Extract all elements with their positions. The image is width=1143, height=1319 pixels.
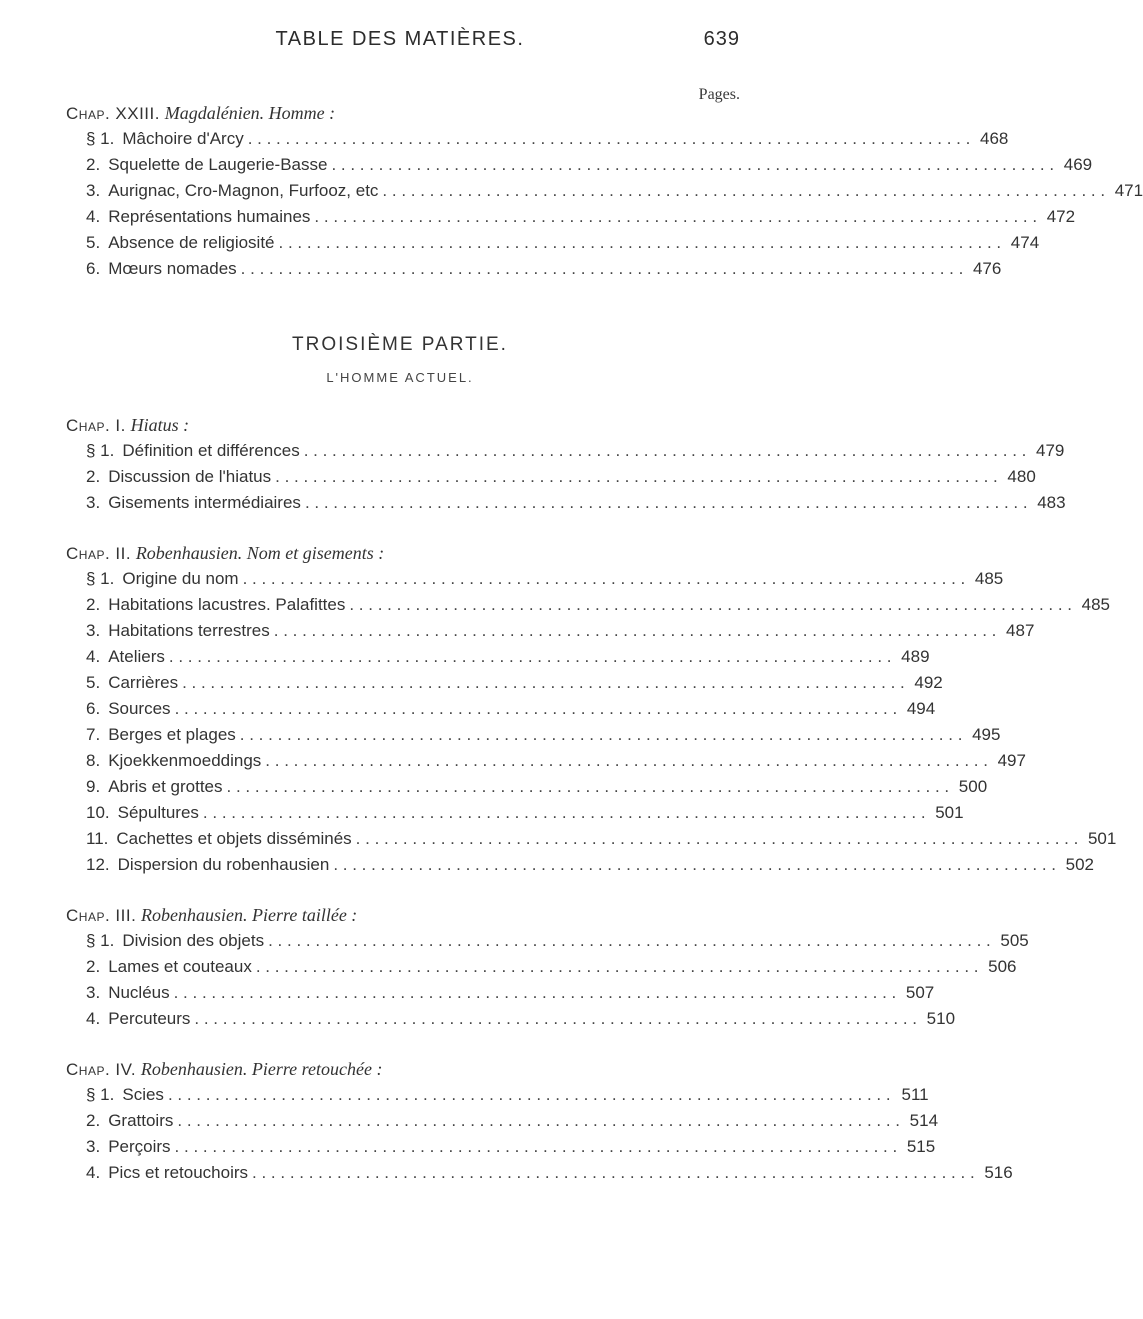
leader-dots (165, 644, 896, 670)
leader-dots (301, 490, 1032, 516)
leader-dots (252, 954, 983, 980)
entry-text: Absence de religiosité (108, 233, 275, 252)
chapter-title: Magdalénien. Homme : (164, 103, 336, 123)
leader-dots (237, 256, 968, 282)
entry-number: 10. (86, 803, 110, 822)
chapter-heading (66, 1056, 746, 1082)
chapter-label: Chap. IV. (66, 1060, 137, 1079)
entry-text: Habitations lacustres. Palafittes (108, 595, 346, 614)
toc-section-magdalenien (66, 100, 1143, 282)
leader-dots (170, 980, 901, 1006)
leader-dots (236, 722, 967, 748)
entry-page: 516 (984, 1163, 1013, 1182)
entry-page: 506 (988, 957, 1017, 976)
page-header (0, 28, 800, 68)
entry-number: 3. (86, 621, 101, 640)
entry-text: Ateliers (108, 647, 165, 666)
leader-dots (271, 464, 1002, 490)
toc-entry (66, 1082, 929, 1108)
entry-text: Sources (108, 699, 171, 718)
entry-number: 7. (86, 725, 101, 744)
entry-number: 11. (86, 829, 109, 848)
entry-page: 514 (909, 1111, 939, 1130)
toc-entry (66, 1134, 936, 1160)
running-title: TABLE DES MATIÈRES. (275, 28, 525, 50)
chapter-label: Chap. II. (66, 544, 132, 563)
toc-entry (66, 852, 1094, 878)
entry-page: 476 (972, 259, 1002, 278)
entry-page: 489 (901, 647, 930, 666)
leader-dots (345, 592, 1076, 618)
entry-page: 485 (974, 569, 1004, 588)
chapter-gap (66, 1032, 746, 1056)
chapter-heading (66, 100, 746, 126)
entry-page: 495 (972, 725, 1001, 744)
entry-text: Origine du nom (122, 569, 239, 588)
entry-number: § 1. (86, 1085, 115, 1104)
chapter-title: Robenhausien. Pierre retouchée : (140, 1059, 383, 1079)
leader-dots (199, 800, 930, 826)
toc-entry (66, 204, 1076, 230)
leader-dots (300, 438, 1031, 464)
entry-number: 3. (86, 493, 101, 512)
entry-page: 497 (997, 751, 1026, 770)
entry-number: 4. (86, 647, 101, 666)
entry-page: 507 (905, 983, 935, 1002)
chapter-title: Robenhausien. Pierre taillée : (141, 905, 358, 925)
entry-number: § 1. (86, 129, 115, 148)
leader-dots (275, 230, 1006, 256)
toc-entry (66, 490, 1066, 516)
leader-dots (378, 178, 1109, 204)
chapter-title: Hiatus : (130, 415, 190, 435)
page-number: 639 (703, 28, 740, 50)
entry-text: Habitations terrestres (108, 621, 270, 640)
entry-page: 501 (935, 803, 964, 822)
entry-page: 472 (1046, 207, 1076, 226)
entry-text: Mœurs nomades (108, 259, 237, 278)
chapter-title: Robenhausien. Nom et gisements : (135, 543, 385, 563)
entry-text: Discussion de l'hiatus (108, 467, 272, 486)
leader-dots (171, 696, 902, 722)
pages-column-label: Pages. (698, 86, 740, 103)
chapter-heading (66, 902, 746, 928)
toc-section-homme-actuel (66, 412, 1117, 1186)
entry-number: 3. (86, 181, 101, 200)
entry-text: Pics et retouchoirs (108, 1163, 249, 1182)
entry-page: 505 (1000, 931, 1029, 950)
entry-text: Perçoirs (108, 1137, 171, 1156)
toc-entry (66, 800, 964, 826)
leader-dots (223, 774, 954, 800)
chapter-label: Chap. XXIII. (66, 104, 160, 123)
leader-dots (352, 826, 1083, 852)
entry-text: Scies (122, 1085, 164, 1104)
entry-text: Sépultures (117, 803, 199, 822)
toc-entry (66, 1006, 956, 1032)
entry-number: 8. (86, 751, 101, 770)
toc-entry (66, 152, 1093, 178)
entry-number: § 1. (86, 441, 115, 460)
entry-text: Nucléus (108, 983, 170, 1002)
toc-entry (66, 178, 1143, 204)
toc-entry (66, 1160, 1013, 1186)
entry-page: 511 (901, 1085, 929, 1104)
entry-text: Division des objets (122, 931, 265, 950)
leader-dots (264, 928, 995, 954)
toc-entry (66, 464, 1036, 490)
toc-entry (66, 230, 1040, 256)
entry-text: Cachettes et objets disséminés (116, 829, 352, 848)
entry-page: 468 (979, 129, 1009, 148)
entry-page: 485 (1081, 595, 1111, 614)
entry-text: Mâchoire d'Arcy (122, 129, 244, 148)
entry-text: Dispersion du robenhausien (117, 855, 330, 874)
chapter-label: Chap. III. (66, 906, 137, 925)
entry-text: Squelette de Laugerie-Basse (108, 155, 328, 174)
entry-page: 487 (1006, 621, 1035, 640)
entry-number: 5. (86, 673, 101, 692)
entry-page: 474 (1010, 233, 1040, 252)
leader-dots (261, 748, 992, 774)
entry-page: 483 (1037, 493, 1066, 512)
entry-page: 480 (1007, 467, 1036, 486)
toc-entry (66, 566, 1004, 592)
leader-dots (239, 566, 970, 592)
entry-number: 3. (86, 1137, 101, 1156)
entry-number: 4. (86, 1163, 101, 1182)
part-subtitle: L'HOMME ACTUEL. (326, 370, 474, 385)
entry-number: § 1. (86, 931, 115, 950)
entry-text: Berges et plages (108, 725, 236, 744)
entry-text: Kjoekkenmoeddings (108, 751, 262, 770)
entry-number: 4. (86, 207, 101, 226)
entry-page: 502 (1065, 855, 1094, 874)
entry-number: 6. (86, 699, 101, 718)
toc-entry (66, 696, 936, 722)
toc-entry (66, 670, 943, 696)
entry-number: 2. (86, 467, 101, 486)
entry-page: 469 (1063, 155, 1093, 174)
toc-entry (66, 980, 935, 1006)
entry-number: 5. (86, 233, 101, 252)
entry-page: 471 (1114, 181, 1143, 200)
leader-dots (270, 618, 1001, 644)
entry-number: 2. (86, 1111, 101, 1130)
entry-number: 9. (86, 777, 101, 796)
entry-page: 500 (958, 777, 988, 796)
leader-dots (190, 1006, 921, 1032)
toc-entry (66, 722, 1001, 748)
entry-page: 494 (906, 699, 936, 718)
leader-dots (173, 1108, 904, 1134)
entry-page: 501 (1087, 829, 1117, 848)
toc-entry (66, 748, 1026, 774)
entry-number: 6. (86, 259, 101, 278)
entry-number: 4. (86, 1009, 101, 1028)
entry-number: § 1. (86, 569, 115, 588)
entry-page: 479 (1036, 441, 1065, 460)
chapter-gap (66, 516, 746, 540)
toc-entry (66, 438, 1065, 464)
entry-text: Aurignac, Cro-Magnon, Furfooz, etc (108, 181, 379, 200)
chapter-heading (66, 412, 746, 438)
chapter-heading (66, 540, 746, 566)
entry-text: Lames et couteaux (108, 957, 252, 976)
entry-number: 3. (86, 983, 101, 1002)
leader-dots (244, 126, 975, 152)
entry-text: Carrières (108, 673, 179, 692)
entry-page: 510 (926, 1009, 956, 1028)
leader-dots (164, 1082, 895, 1108)
leader-dots (310, 204, 1041, 230)
entry-number: 12. (86, 855, 110, 874)
entry-text: Percuteurs (108, 1009, 191, 1028)
entry-text: Gisements intermédiaires (108, 493, 301, 512)
chapter-gap (66, 878, 746, 902)
entry-page: 492 (914, 673, 943, 692)
toc-entry (66, 126, 1009, 152)
entry-text: Représentations humaines (108, 207, 311, 226)
leader-dots (248, 1160, 979, 1186)
leader-dots (178, 670, 909, 696)
entry-number: 2. (86, 957, 101, 976)
toc-entry (66, 256, 1002, 282)
entry-number: 2. (86, 155, 101, 174)
toc-entry (66, 592, 1111, 618)
entry-text: Définition et différences (122, 441, 300, 460)
toc-entry (66, 644, 930, 670)
leader-dots (327, 152, 1058, 178)
toc-entry (66, 928, 1029, 954)
leader-dots (171, 1134, 902, 1160)
entry-number: 2. (86, 595, 101, 614)
toc-entry (66, 826, 1117, 852)
toc-entry (66, 954, 1017, 980)
chapter-label: Chap. I. (66, 416, 126, 435)
entry-page: 515 (906, 1137, 936, 1156)
part-title: TROISIÈME PARTIE. (292, 334, 508, 355)
toc-entry (66, 618, 1035, 644)
toc-entry (66, 1108, 939, 1134)
entry-text: Abris et grottes (108, 777, 223, 796)
toc-entry (66, 774, 988, 800)
entry-text: Grattoirs (108, 1111, 174, 1130)
leader-dots (329, 852, 1060, 878)
